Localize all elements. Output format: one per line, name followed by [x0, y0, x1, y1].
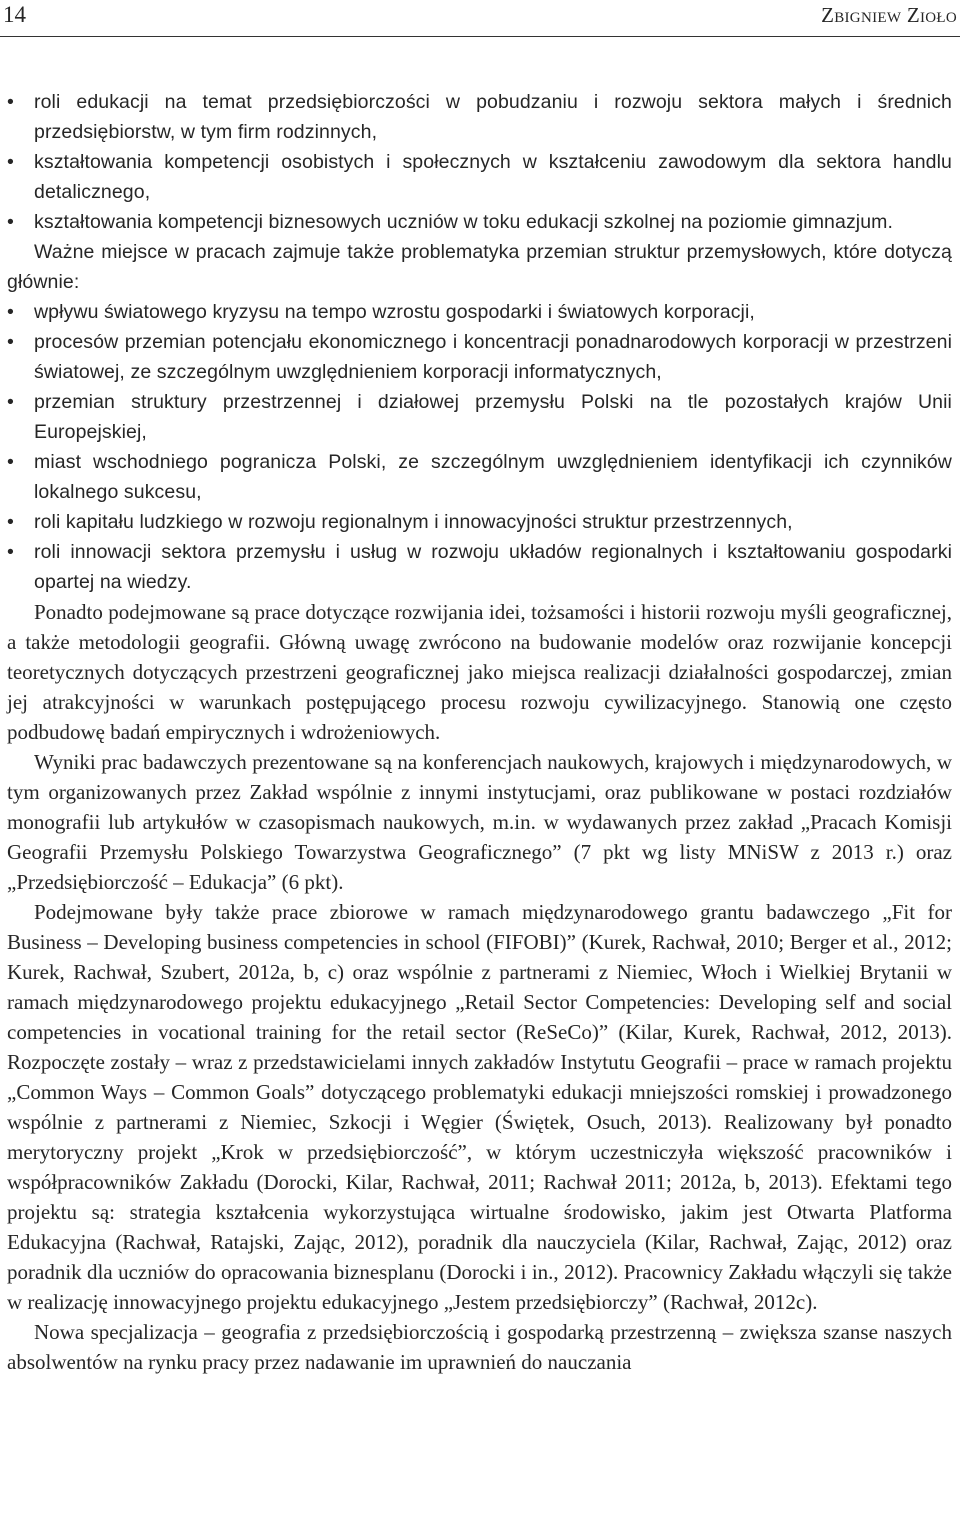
- list-item: • kształtowania kompetencji biznesowych uczniów w toku edukacji szkolnej na poziomie gimnazjum.: [7, 207, 952, 237]
- list-item: • przemian struktury przestrzennej i działowej przemysłu Polski na tle pozostałych krajów Unii Europejskiej,: [7, 387, 952, 447]
- paragraph-publications: Wyniki prac badawczych prezentowane są na konferencjach naukowych, krajowych i międzynarodowych, w tym organizowanych przez Zakład wspólnie z innymi instytucjami, oraz publikowane w postaci rozdziałów monografii lub artykułów w czasopismach naukowych, m.in. w wydawanych przez zakład „Pracach Komisji Geografii Przemysłu Polskiego Towarzystwa Geograficznego” (7 pkt wg listy MNiSW z 2013 r.) oraz „Przedsiębiorczość – Edukacja” (6 pkt).: [7, 750, 952, 894]
- bullet-list-education: [7, 87, 952, 237]
- list-item: • miast wschodniego pogranicza Polski, ze szczególnym uwzględnieniem identyfikacji ich czynników lokalnego sukcesu,: [7, 447, 952, 507]
- list-item: • roli edukacji na temat przedsiębiorczości w pobudzaniu i rozwoju sektora małych i średnich przedsiębiorstw, w tym firm rodzinnych,: [7, 87, 952, 147]
- running-head-author: Zbigniew Zioło: [821, 3, 957, 27]
- list-item: • roli kapitału ludzkiego w rozwoju regionalnym i innowacyjności struktur przestrzennych,: [7, 507, 952, 537]
- page-body: [7, 37, 952, 1377]
- page-header: [0, 0, 960, 37]
- list-item: • wpływu światowego kryzysu na tempo wzrostu gospodarki i światowych korporacji,: [7, 297, 952, 327]
- paragraph-specialization: Nowa specjalizacja – geografia z przedsiębiorczością i gospodarką przestrzenną – zwiększa szanse naszych absolwentów na rynku pracy przez nadawanie im uprawnień do nauczania: [7, 1320, 952, 1374]
- list-item: • procesów przemian potencjału ekonomicznego i koncentracji ponadnarodowych korporacji w przestrzeni światowej, ze szczególnym uwzględnieniem korporacji informatycznych,: [7, 327, 952, 387]
- bullet-list-industry: [7, 297, 952, 597]
- list-item: • kształtowania kompetencji osobistych i społecznych w kształceniu zawodowym dla sektora handlu detalicznego,: [7, 147, 952, 207]
- list-item: • roli innowacji sektora przemysłu i usług w rozwoju układów regionalnych i kształtowaniu gospodarki opartej na wiedzy.: [7, 537, 952, 597]
- paragraph-projects: Podejmowane były także prace zbiorowe w ramach międzynarodowego grantu badawczego „Fit for Business – Developing business competencies in school (FIFOBI)” (Kurek, Rachwał, 2010; Berger et al., 2012; Kurek, Rachwał, Szubert, 2012a, b, c) oraz wspólnie z partnerami z Niemiec, Włoch i Wielkiej Brytanii w ramach międzynarodowego projektu edukacyjnego „Retail Sector Competencies: Developing self and social competencies in vocational training for the retail sector (ReSeCo)” (Kilar, Kurek, Rachwał, 2012, 2013). Rozpoczęte zostały – wraz z przedstawicielami innych zakładów Instytutu Geografii – prace w ramach projektu „Common Ways – Common Goals” dotyczącego problematyki edukacji mniejszości romskiej i prowadzonego wspólnie z partnerami z Niemiec, Szkocji i Węgier (Świętek, Osuch, 2013). Realizowany był ponadto merytoryczny projekt „Krok w przedsiębiorczość”, w którym uczestniczyła większość pracowników i współpracowników Zakładu (Dorocki, Kilar, Rachwał, 2011; Rachwał 2011; 2012a, b, 2013). Efektami tego projektu są: strategia kształcenia wykorzystująca wirtualne środowisko, jakim jest Otwarta Platforma Edukacyjna (Rachwał, Ratajski, Zając, 2012), poradnik dla nauczyciela (Kilar, Rachwał, Zając, 2012) oraz poradnik dla uczniów do opracowania biznesplanu (Dorocki i in., 2012). Pracownicy Zakładu włączyli się także w realizację innowacyjnego projektu edukacyjnego „Jestem przedsiębiorczy” (Rachwał, 2012c).: [7, 900, 952, 1314]
- page-number: 14: [3, 2, 26, 27]
- paragraph-methodology: Ponadto podejmowane są prace dotyczące rozwijania idei, tożsamości i historii rozwoju myśli geograficznej, a także metodologii geografii. Główną uwagę zwrócono na budowanie modelów oraz rozwijanie koncepcji teoretycznych dotyczących przestrzeni geograficznej jako miejsca realizacji działalności gospodarczej, zmian jej atrakcyjności w warunkach postępującego procesu rozwoju cywilizacyjnego. Stanowią one często podbudowę badań empirycznych i wdrożeniowych.: [7, 600, 952, 744]
- paragraph-industrial-structures: Ważne miejsce w pracach zajmuje także problematyka przemian struktur przemysłowych, które dotyczą głównie:: [7, 241, 952, 293]
